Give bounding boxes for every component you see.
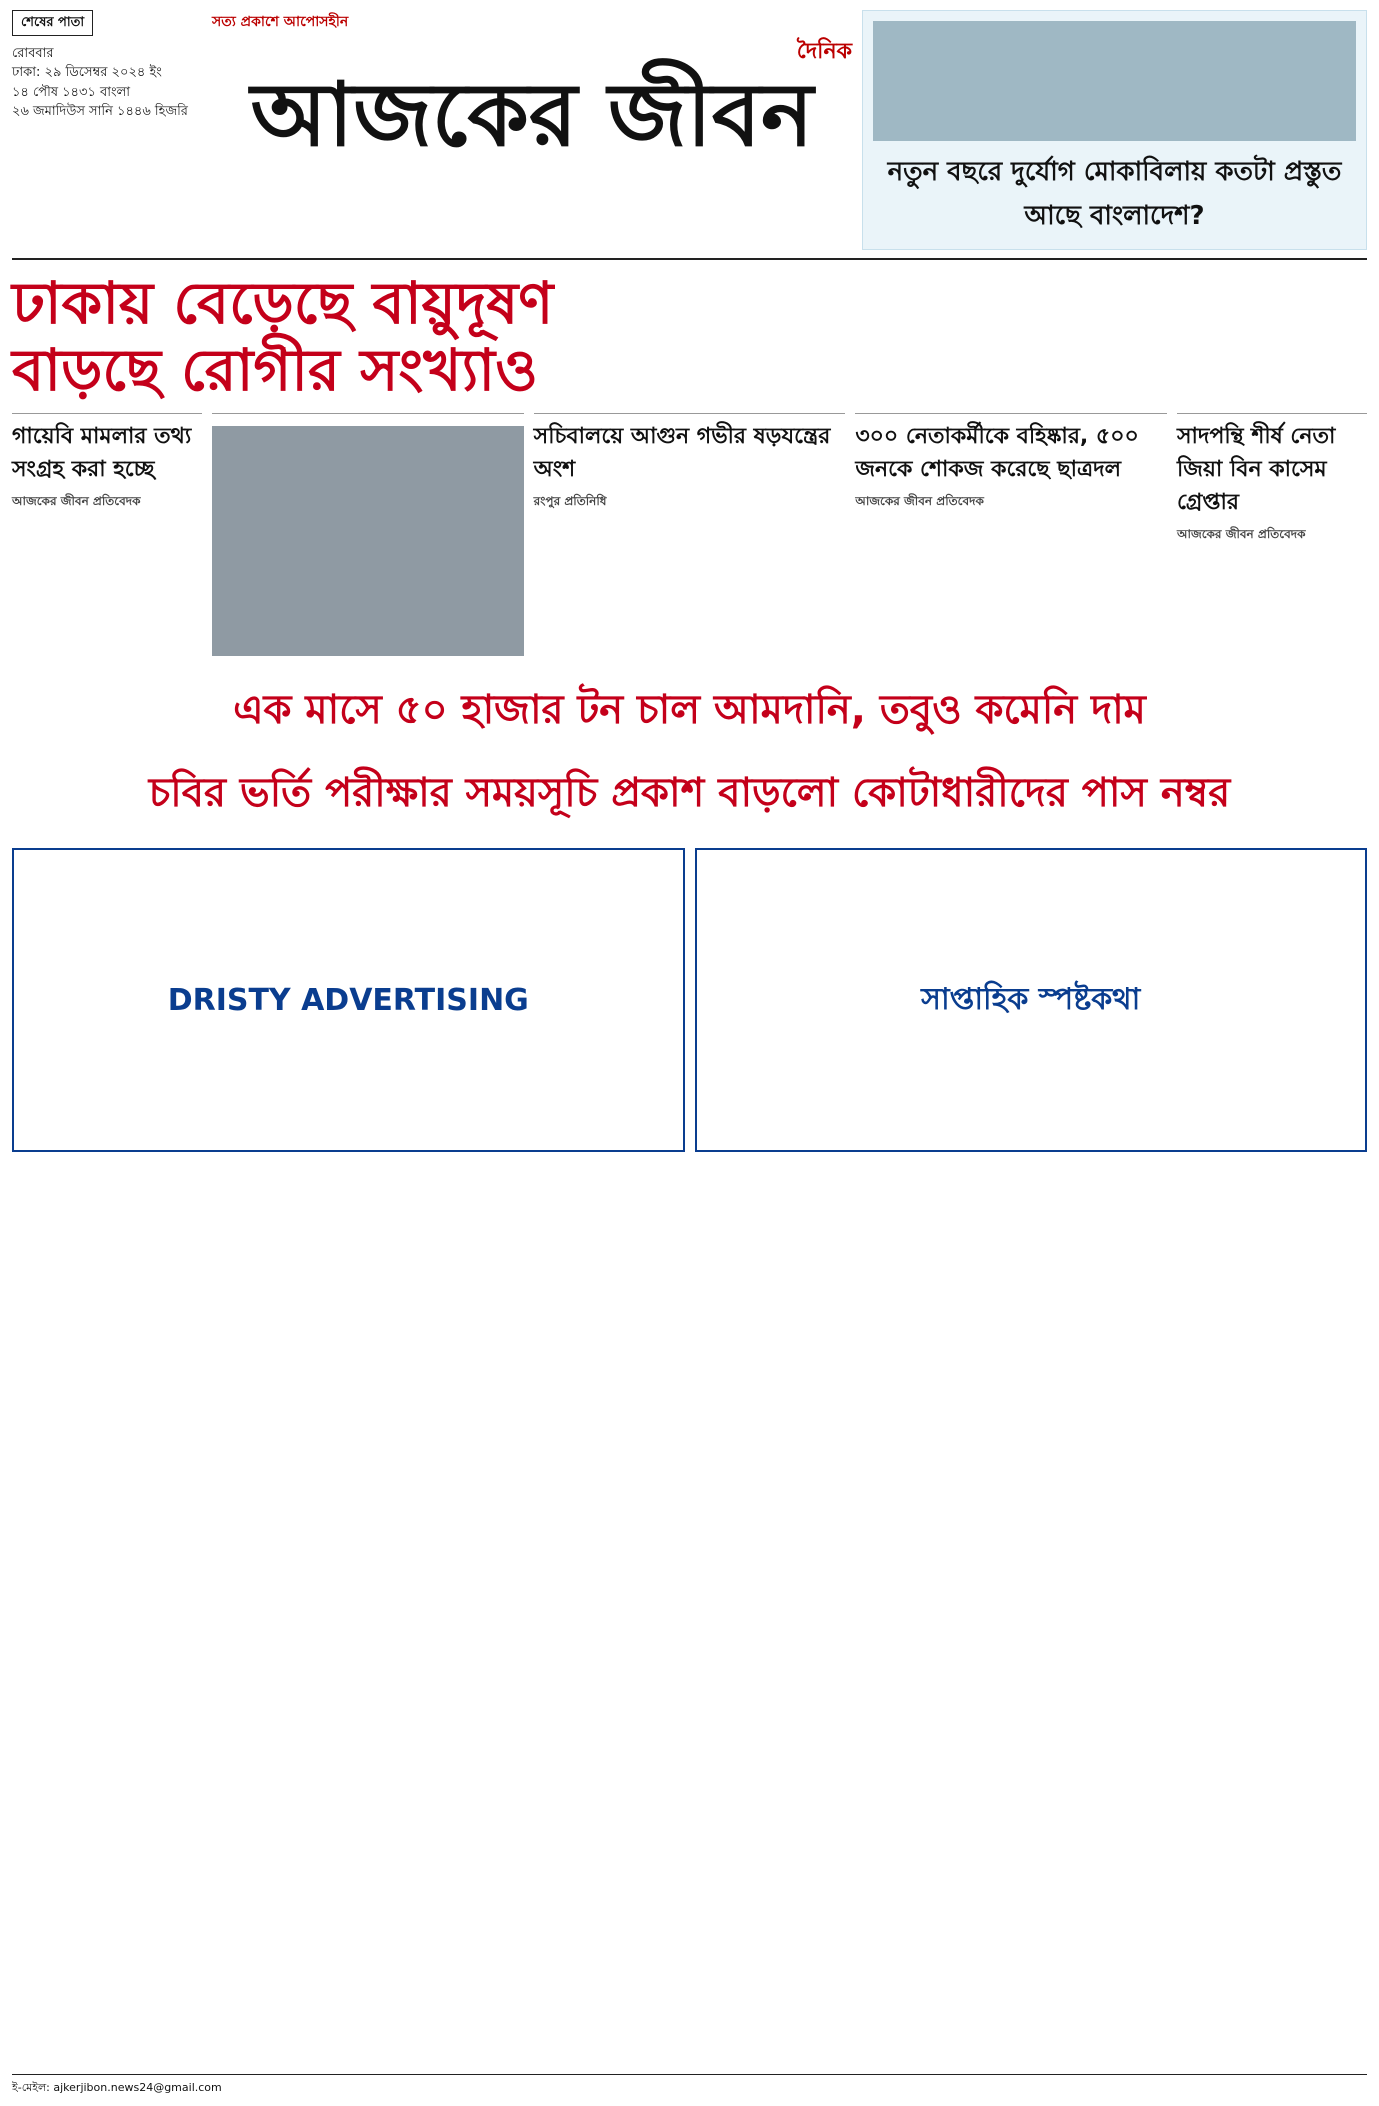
story	[212, 413, 524, 662]
story-title: গায়েবি মামলার তথ্য সংগ্রহ করা হচ্ছে	[12, 424, 192, 483]
brand-name: আজকের জীবন	[250, 63, 814, 166]
story-title: ৩০০ নেতাকর্মীকে বহিষ্কার, ৫০০ জনকে শোকজ করেছে ছাত্রদল	[855, 424, 1139, 483]
date-line: ২৬ জমাদিউস সানি ১৪৪৬ হিজরি	[12, 104, 188, 119]
masthead-row	[12, 10, 1367, 260]
daily-label: দৈনিক	[796, 39, 852, 64]
date-line: ঢাকা: ২৯ ডিসেম্বর ২০২৪ ইং	[12, 65, 162, 80]
date-block	[12, 10, 202, 250]
date-line: ১৪ পৌষ ১৪৩১ বাংলা	[12, 84, 131, 100]
story-grid	[12, 413, 1367, 662]
section-tag: শেষের পাতা	[12, 10, 93, 36]
story-byline: আজকের জীবন প্রতিবেদক	[855, 494, 984, 509]
story-byline: আজকের জীবন প্রতিবেদক	[1176, 527, 1306, 542]
story	[1177, 413, 1367, 662]
lead-headline	[12, 270, 1367, 403]
masthead	[212, 10, 852, 250]
promo-headline: নতুন বছরে দুর্যোগ মোকাবিলায় কতটা প্রস্তুত আছে বাংলাদেশ?	[887, 157, 1342, 231]
lead-line-1: ঢাকায় বেড়েছে বায়ুদূষণ	[12, 269, 554, 337]
story-photo	[212, 426, 524, 656]
lower-headline: চবির ভর্তি পরীক্ষার সময়সূচি প্রকাশ বাড়লো কোটাধারীদের পাস নম্বর	[148, 770, 1231, 817]
ad-right[interactable]: সাপ্তাহিক স্পষ্টকথা	[695, 848, 1368, 1152]
ad-row	[12, 848, 1367, 1152]
story	[534, 413, 846, 662]
story-title: সাদপন্থি শীর্ষ নেতা জিয়া বিন কাসেম গ্রেপ্তার	[1176, 424, 1336, 516]
slogan: সত্য প্রকাশে আপোসহীন	[212, 14, 349, 30]
footer: ই-মেইল: ajkerjibon.news24@gmail.com	[12, 2074, 1367, 2098]
promo-block	[862, 10, 1367, 250]
story	[12, 413, 202, 662]
promo-photo	[873, 21, 1356, 141]
story-byline: আজকের জীবন প্রতিবেদক	[12, 494, 141, 509]
lead-line-2: বাড়ছে রোগীর সংখ্যাও	[12, 335, 538, 404]
weekday: রোববার	[12, 45, 54, 61]
story-byline: রংপুর প্রতিনিধি	[533, 494, 607, 509]
mid-headline: এক মাসে ৫০ হাজার টন চাল আমদানি, তবুও কমেনি দাম	[233, 687, 1146, 734]
ad-left[interactable]: DRISTY ADVERTISING	[12, 848, 685, 1152]
story-title: সচিবালয়ে আগুন গভীর ষড়যন্ত্রের অংশ	[533, 424, 831, 483]
story	[855, 413, 1167, 662]
